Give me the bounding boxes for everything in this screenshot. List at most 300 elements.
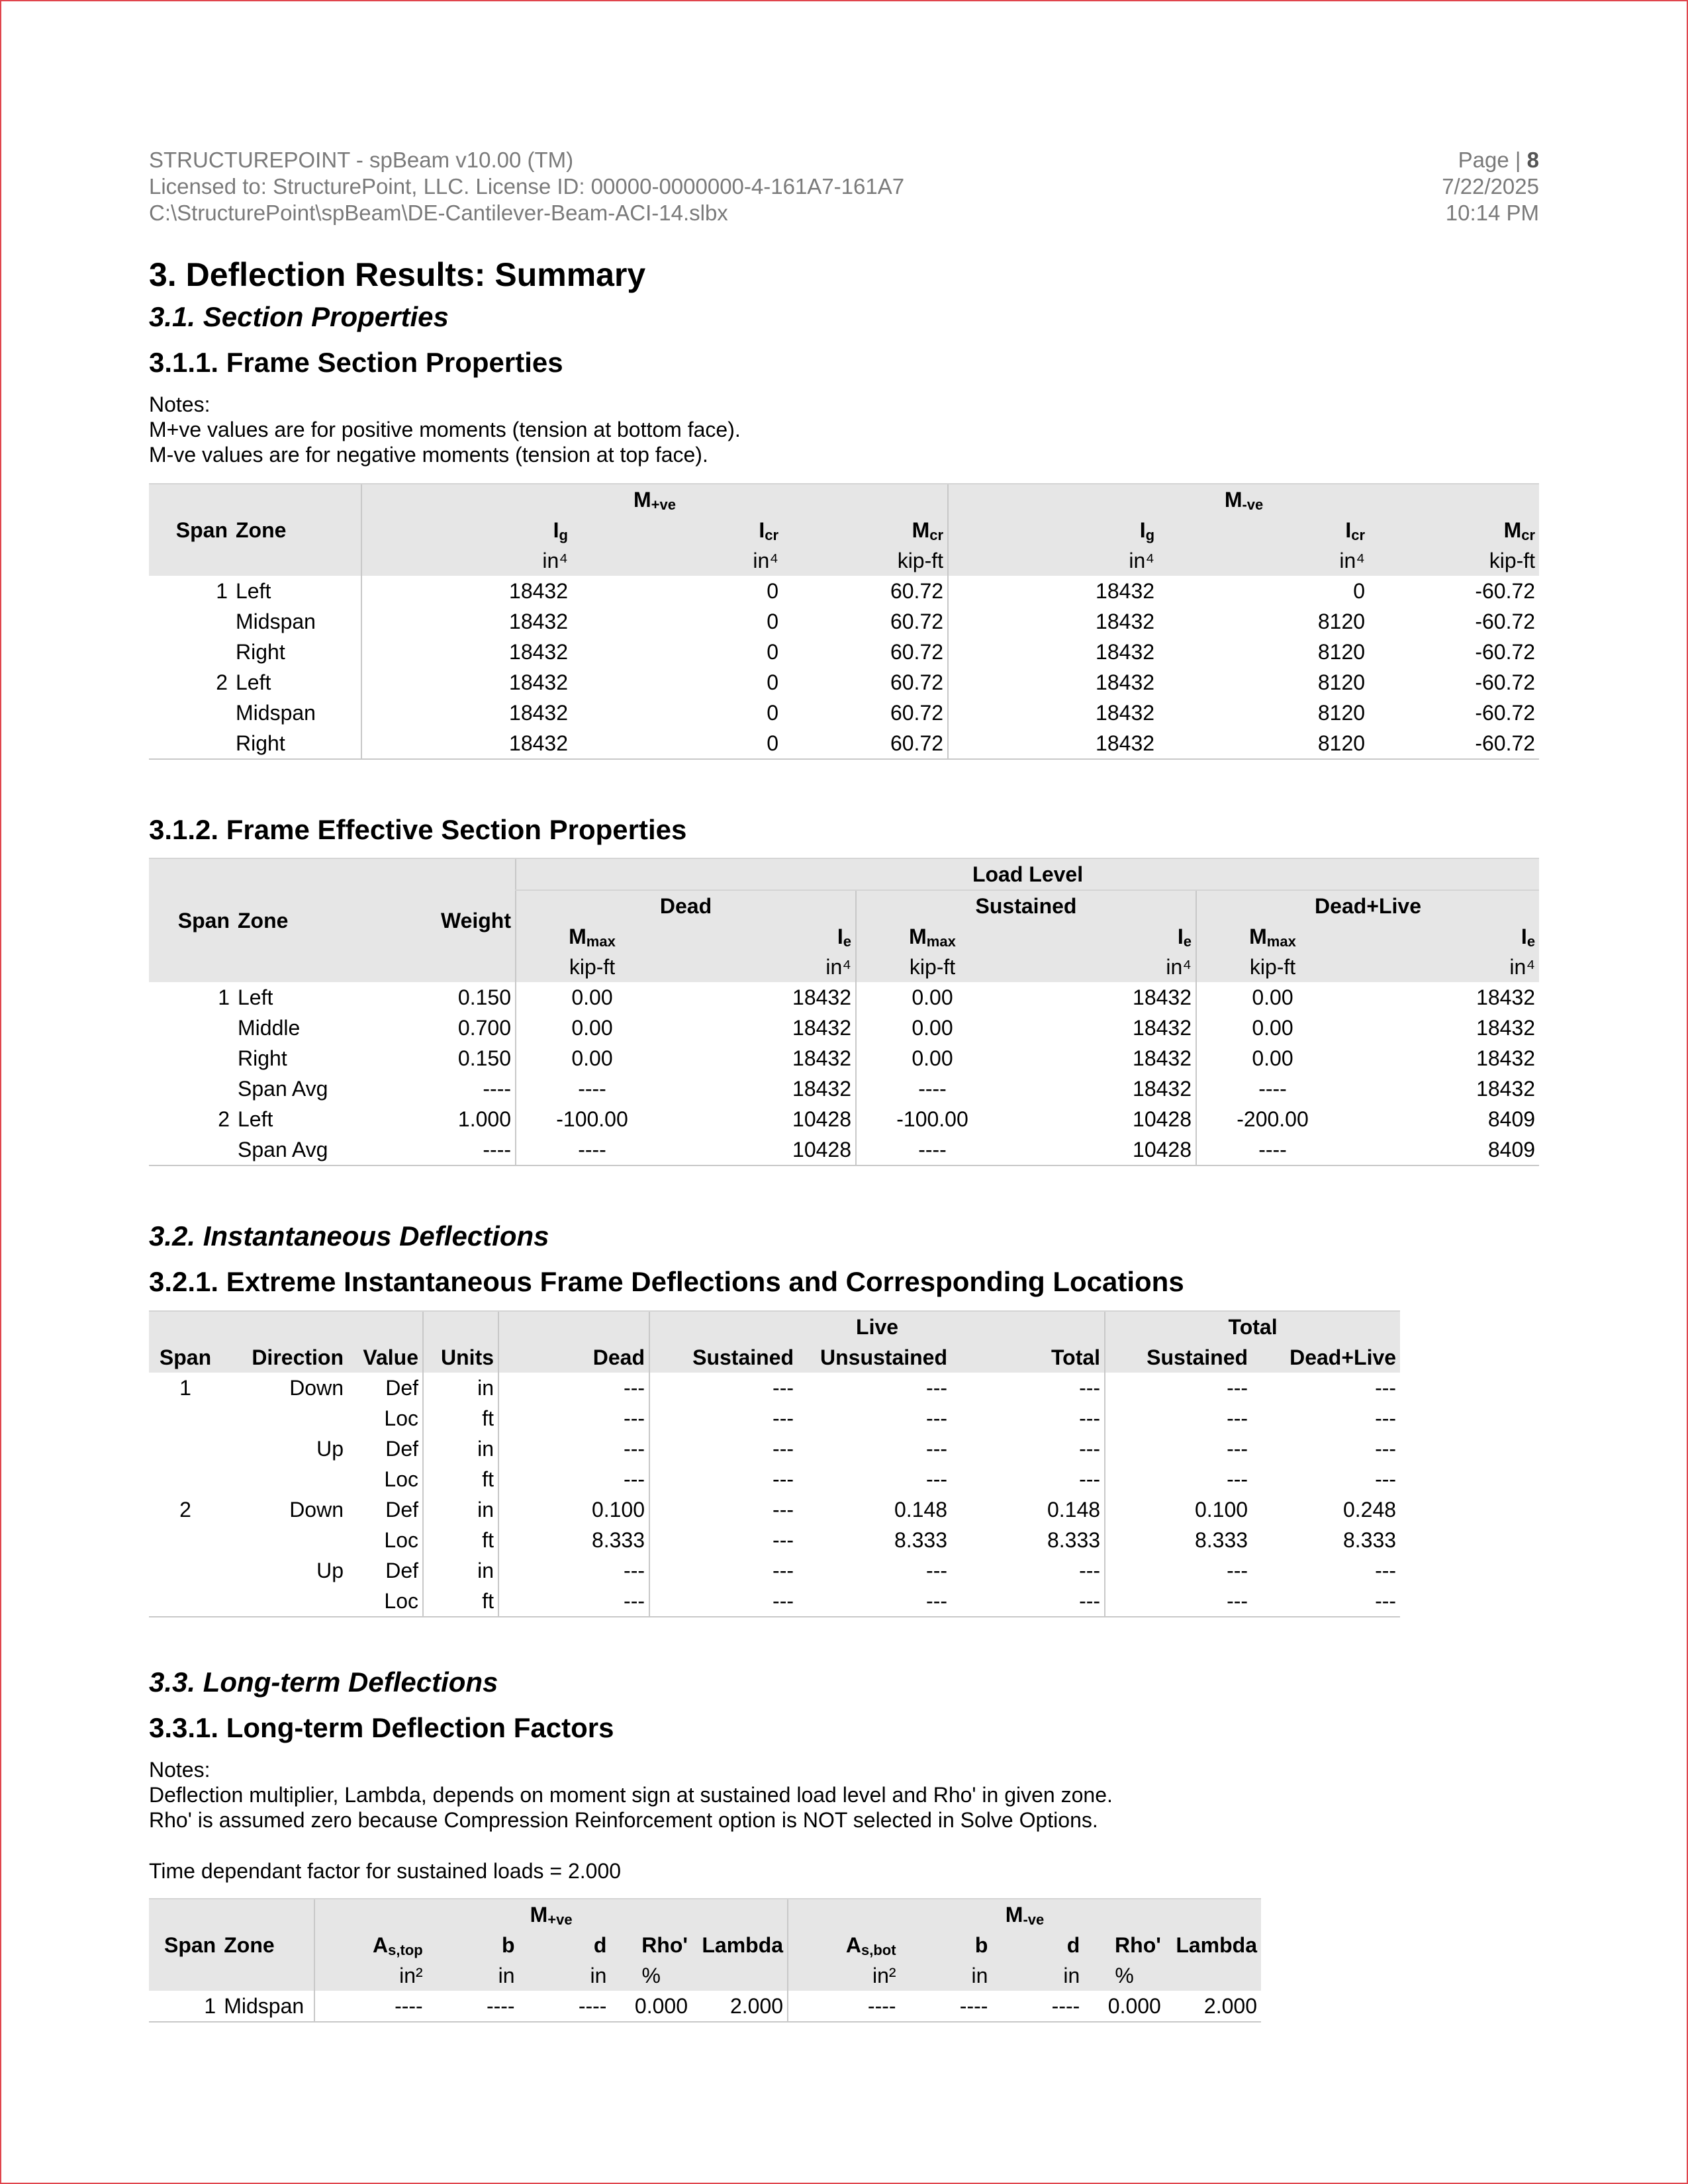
table-cell: ---	[649, 1525, 798, 1555]
table-cell: Right	[238, 1046, 287, 1070]
table-cell: 18432	[1476, 1015, 1536, 1040]
group-m-negative: $M_{-ve}$	[948, 484, 1539, 515]
table-cell: ----	[519, 1991, 611, 2022]
table-cell: 0.248	[1342, 1497, 1397, 1522]
table-cell: 60.72	[890, 578, 944, 603]
table-cell: 0	[572, 728, 782, 759]
table-cell: 18432	[948, 576, 1158, 606]
col-mmax: $M_{max}$	[856, 921, 1008, 952]
col-as-top: $A_{s,top}$	[314, 1930, 427, 1960]
table-cell: 18432	[792, 985, 851, 1009]
table-cell: 60.72	[890, 639, 944, 664]
table-cell: 0.000	[1084, 1991, 1165, 2022]
table-cell	[149, 1586, 222, 1617]
table-cell: Midspan	[236, 700, 316, 725]
table-cell: ---	[498, 1555, 649, 1586]
table-cell: ---	[649, 1373, 798, 1403]
unit: kip-ft	[782, 545, 948, 576]
unit: kip-ft	[856, 952, 1008, 982]
table-cell: Left	[236, 578, 271, 603]
table-cell: 18432	[1133, 1046, 1192, 1070]
table-row	[149, 576, 1539, 606]
table-cell: ----	[363, 1134, 516, 1165]
table-cell: 18432	[948, 606, 1158, 637]
unit: in⁴	[948, 545, 1158, 576]
table-cell: 0.00	[516, 1043, 668, 1073]
table-cell	[149, 637, 232, 667]
table-cell: ---	[926, 1467, 948, 1491]
time-dependent-factor: Time dependant factor for sustained loads = 2.000	[149, 1859, 622, 1883]
col-total-dead-live: Dead+Live	[1252, 1342, 1400, 1373]
col-ie: $I_e$	[1348, 921, 1539, 952]
table-cell: 2.000	[692, 1991, 788, 2022]
note-line: Notes:	[149, 1758, 211, 1782]
table-cell: ---	[1079, 1436, 1101, 1461]
table-cell: 2	[218, 1107, 230, 1131]
unit: in⁴	[572, 545, 782, 576]
col-zone: Zone	[232, 484, 361, 576]
table-cell: 0	[767, 609, 778, 633]
group-m-positive: $M_{+ve}$	[361, 484, 948, 515]
unit: in⁴	[1158, 545, 1369, 576]
table-cell	[222, 1525, 348, 1555]
col-icr-neg: $I_{cr}$	[1158, 515, 1369, 545]
table-cell: ----	[856, 1073, 1008, 1104]
table-cell: 18432	[361, 637, 572, 667]
section-title-3-1-2: 3.1.2. Frame Effective Section Properties	[149, 814, 687, 845]
header-spacer	[149, 1311, 423, 1342]
group-sustained: Sustained	[856, 890, 1196, 921]
table-cell: ---	[649, 1464, 798, 1494]
table-cell: ----	[516, 1134, 668, 1165]
group-live: Live	[649, 1311, 1105, 1342]
col-mcr-neg: $M_{cr}$	[1369, 515, 1539, 545]
table-cell: Left	[238, 985, 273, 1009]
table-cell: ----	[1196, 1073, 1348, 1104]
table-cell: Loc	[348, 1586, 423, 1617]
table-cell: Right	[236, 639, 285, 664]
col-value: Value	[348, 1342, 423, 1373]
table-cell: Loc	[384, 1406, 419, 1430]
table-cell: 8120	[1317, 609, 1366, 633]
table-cell: ---	[1105, 1433, 1252, 1464]
group-dead-live: Dead+Live	[1196, 890, 1539, 921]
unit: kip-ft	[1196, 952, 1348, 982]
table-row	[149, 1464, 1400, 1494]
col-rho: Rho'	[1084, 1930, 1165, 1960]
table-cell: 8120	[1317, 639, 1366, 664]
table-cell: Left	[236, 670, 271, 694]
table-cell: 1	[218, 985, 230, 1009]
table-cell: ----	[1196, 1134, 1348, 1165]
note-line: M+ve values are for positive moments (tension at bottom face).	[149, 418, 741, 441]
table-cell	[149, 1433, 222, 1464]
instantaneous-deflections-table	[149, 1310, 1400, 1617]
table-row	[149, 1104, 1539, 1134]
unit: kip-ft	[1369, 545, 1539, 576]
col-zone: Zone	[234, 858, 363, 982]
col-live-sustained: Sustained	[649, 1342, 798, 1373]
col-ie: $I_e$	[1008, 921, 1196, 952]
table-cell: -100.00	[516, 1104, 668, 1134]
table-row	[149, 698, 1539, 728]
unit: %	[1084, 1960, 1165, 1991]
table-cell: 18432	[1476, 1046, 1536, 1070]
table-cell: 8120	[1317, 700, 1366, 725]
header-right	[1442, 147, 1539, 226]
table-cell: 0.00	[1196, 1043, 1348, 1073]
table-cell: 0.00	[856, 1013, 1008, 1043]
table-cell: ---	[798, 1586, 951, 1617]
unit: %	[610, 1960, 692, 1991]
table-cell: ---	[926, 1558, 948, 1582]
header-spacer	[423, 1311, 498, 1342]
table-row	[149, 1494, 1400, 1525]
table-cell: -60.72	[1475, 670, 1536, 694]
table-cell	[149, 606, 232, 637]
table-cell: 0	[767, 670, 778, 694]
table-cell: Midspan	[220, 1991, 314, 2022]
table-cell: ---	[1105, 1586, 1252, 1617]
table-cell: Right	[232, 728, 361, 759]
table-cell: 0.148	[1047, 1497, 1101, 1522]
table-cell	[149, 1013, 234, 1043]
table-cell: Down	[289, 1497, 344, 1522]
table-cell: 0.100	[1105, 1494, 1252, 1525]
report-time: 10:14 PM	[1445, 201, 1539, 225]
table-cell: -60.72	[1369, 728, 1539, 759]
unit: in⁴	[1348, 952, 1539, 982]
col-icr-pos: $I_{cr}$	[572, 515, 782, 545]
col-live-unsustained: Unsustained	[798, 1342, 951, 1373]
long-term-deflection-factors-table	[149, 1898, 1261, 2023]
col-ig-pos: $I_g$	[361, 515, 572, 545]
table-cell: 18432	[1133, 1015, 1192, 1040]
table-cell: ----	[900, 1991, 992, 2022]
table-cell: ----	[314, 1991, 427, 2022]
table-cell: ----	[992, 1991, 1084, 2022]
unit: in⁴	[361, 545, 572, 576]
table-row	[149, 1403, 1400, 1433]
table-cell: 18432	[1476, 985, 1536, 1009]
table-cell	[149, 1525, 222, 1555]
table-cell: 0.148	[894, 1497, 948, 1522]
col-units: Units	[423, 1342, 498, 1373]
table-cell: 0	[1353, 578, 1366, 603]
col-ig-neg: $I_g$	[948, 515, 1158, 545]
table-cell: 0.00	[856, 1043, 1008, 1073]
table-cell: in	[423, 1555, 498, 1586]
table-cell: ft	[423, 1586, 498, 1617]
table-cell: in	[423, 1494, 498, 1525]
table-cell: Loc	[384, 1467, 419, 1491]
table-cell: 1	[149, 1991, 220, 2022]
col-span: Span	[149, 1899, 220, 1991]
table-cell: 18432	[948, 637, 1158, 667]
table-cell: -100.00	[856, 1104, 1008, 1134]
table-cell: ----	[516, 1073, 668, 1104]
table-cell: ----	[427, 1991, 519, 2022]
table-cell: ---	[1375, 1436, 1397, 1461]
table-cell: 1.000	[457, 1107, 511, 1131]
table-cell: ---	[926, 1436, 948, 1461]
table-row	[149, 1073, 1539, 1104]
table-cell: Loc	[384, 1527, 419, 1552]
section-title-3-3-1: 3.3.1. Long-term Deflection Factors	[149, 1712, 614, 1743]
unit: in	[427, 1960, 519, 1991]
table-cell: Up	[316, 1436, 344, 1461]
table-cell: ---	[1105, 1373, 1252, 1403]
section-title-3-3: 3.3. Long-term Deflections	[149, 1666, 498, 1698]
table-cell: 0.00	[1196, 982, 1348, 1013]
col-zone: Zone	[220, 1899, 314, 1991]
table-row	[149, 1013, 1539, 1043]
table-cell: ---	[1375, 1558, 1397, 1582]
table-row	[149, 982, 1539, 1013]
table-cell: ft	[423, 1525, 498, 1555]
table-cell: 8409	[1487, 1107, 1536, 1131]
table-cell: ---	[926, 1406, 948, 1430]
table-cell	[222, 1403, 348, 1433]
table-cell: ---	[1375, 1406, 1397, 1430]
unit: in	[519, 1960, 611, 1991]
col-b: b	[427, 1930, 519, 1960]
unit: in⁴	[1008, 952, 1196, 982]
table-cell: ----	[788, 1991, 900, 2022]
header-spacer	[498, 1311, 649, 1342]
table-cell: 8.333	[894, 1527, 948, 1552]
table-row	[149, 606, 1539, 637]
table-cell: 2	[216, 670, 228, 694]
page-indicator	[1442, 147, 1539, 173]
frame-effective-section-properties-table	[149, 858, 1539, 1166]
unit	[1165, 1960, 1261, 1991]
unit: kip-ft	[516, 952, 668, 982]
unit: in²	[314, 1960, 427, 1991]
table-cell: 18432	[792, 1015, 851, 1040]
table-row	[149, 1555, 1400, 1586]
table-cell: ----	[856, 1134, 1008, 1165]
note-line: Deflection multiplier, Lambda, depends on moment sign at sustained load level and Rho' in given zone.	[149, 1783, 1113, 1807]
table-cell: 18432	[1476, 1076, 1536, 1101]
table-row	[149, 1991, 1261, 2022]
table-cell: Down	[289, 1375, 344, 1400]
table-cell: 0.00	[1196, 1013, 1348, 1043]
table-cell: 0.000	[610, 1991, 692, 2022]
table-cell	[149, 1464, 222, 1494]
table-cell: ft	[423, 1403, 498, 1433]
notes-long-term	[149, 1757, 1113, 1833]
table-cell: ---	[1105, 1555, 1252, 1586]
table-cell	[149, 1134, 234, 1165]
table-cell	[149, 728, 232, 759]
group-m-positive: $M_{+ve}$	[314, 1899, 788, 1930]
col-rho: Rho'	[610, 1930, 692, 1960]
table-cell: 10428	[792, 1107, 851, 1131]
table-cell	[149, 1073, 234, 1104]
col-lambda: Lambda	[1165, 1930, 1261, 1960]
table-cell: 0	[767, 578, 778, 603]
table-cell: ---	[951, 1586, 1105, 1617]
table-cell: 0.00	[856, 982, 1008, 1013]
table-cell	[149, 698, 232, 728]
unit: in	[900, 1960, 992, 1991]
table-cell: in	[423, 1433, 498, 1464]
table-cell: ---	[1375, 1467, 1397, 1491]
header-left	[149, 147, 904, 226]
group-load-level: Load Level	[516, 858, 1539, 890]
table-row	[149, 1373, 1400, 1403]
table-cell: Midspan	[236, 609, 316, 633]
table-cell: ---	[498, 1433, 649, 1464]
col-dead: Dead	[498, 1342, 649, 1373]
license-info: Licensed to: StructurePoint, LLC. License ID: 00000-0000000-4-161A7-161A7	[149, 174, 905, 199]
table-cell: 8.333	[1342, 1527, 1397, 1552]
table-cell: ---	[649, 1403, 798, 1433]
col-ie: $I_e$	[668, 921, 856, 952]
table-row	[149, 637, 1539, 667]
col-span: Span	[149, 484, 232, 576]
table-cell: Def	[385, 1558, 419, 1582]
col-mmax: $M_{max}$	[1196, 921, 1348, 952]
table-cell	[149, 1555, 222, 1586]
table-cell: Span Avg	[238, 1076, 328, 1101]
table-cell: in	[423, 1373, 498, 1403]
table-cell: ---	[498, 1403, 649, 1433]
table-cell: -60.72	[1475, 700, 1536, 725]
table-cell: 0.150	[457, 1046, 511, 1070]
table-cell: ---	[649, 1586, 798, 1617]
col-span: Span	[149, 1342, 222, 1373]
table-cell: 18432	[1133, 1076, 1192, 1101]
col-direction: Direction	[222, 1342, 348, 1373]
group-dead: Dead	[516, 890, 856, 921]
table-cell: Up	[316, 1558, 344, 1582]
table-cell: ---	[1079, 1467, 1101, 1491]
table-cell: -60.72	[1475, 578, 1536, 603]
note-line: Rho' is assumed zero because Compression Reinforcement option is NOT selected in Solve Options.	[149, 1808, 1098, 1832]
col-as-bot: $A_{s,bot}$	[788, 1930, 900, 1960]
table-cell: ---	[1079, 1406, 1101, 1430]
table-cell: ft	[423, 1464, 498, 1494]
table-cell: 1	[216, 578, 228, 603]
table-cell: 8120	[1317, 670, 1366, 694]
table-cell: Def	[385, 1436, 419, 1461]
table-cell: Left	[238, 1107, 273, 1131]
table-cell: 0	[767, 639, 778, 664]
table-cell: 8.333	[1105, 1525, 1252, 1555]
table-cell: 18432	[361, 606, 572, 637]
table-cell: -60.72	[1475, 639, 1536, 664]
table-cell	[149, 1043, 234, 1073]
table-cell: ---	[1079, 1375, 1101, 1400]
table-cell: 2.000	[1165, 1991, 1261, 2022]
note-line: Notes:	[149, 392, 211, 416]
unit	[692, 1960, 788, 1991]
notes-section-properties	[149, 392, 741, 467]
table-cell: 10428	[1133, 1107, 1192, 1131]
table-cell	[149, 1403, 222, 1433]
unit: in⁴	[668, 952, 856, 982]
table-cell: -60.72	[1475, 609, 1536, 633]
group-total: Total	[1105, 1311, 1400, 1342]
table-cell: Span Avg	[234, 1134, 363, 1165]
table-cell: 10428	[1008, 1134, 1196, 1165]
group-m-negative: $M_{-ve}$	[788, 1899, 1261, 1930]
table-cell: 8120	[1158, 728, 1369, 759]
table-cell: ---	[649, 1555, 798, 1586]
table-cell: 10428	[668, 1134, 856, 1165]
file-path: C:\StructurePoint\spBeam\DE-Cantilever-Beam-ACI-14.slbx	[149, 201, 728, 225]
report-date: 7/22/2025	[1442, 174, 1539, 199]
table-cell: 18432	[361, 698, 572, 728]
table-cell: ---	[1252, 1586, 1400, 1617]
table-cell: ---	[1079, 1558, 1101, 1582]
table-cell: ---	[1105, 1464, 1252, 1494]
table-row	[149, 1433, 1400, 1464]
table-cell: 18432	[948, 667, 1158, 698]
table-row	[149, 1134, 1539, 1165]
table-cell: ---	[498, 1464, 649, 1494]
table-cell: 60.72	[890, 670, 944, 694]
section-title-3-2: 3.2. Instantaneous Deflections	[149, 1220, 549, 1251]
table-cell: 0	[767, 700, 778, 725]
table-row	[149, 1586, 1400, 1617]
col-b: b	[900, 1930, 992, 1960]
table-cell: 8409	[1348, 1134, 1539, 1165]
col-d: d	[992, 1930, 1084, 1960]
col-mcr-pos: $M_{cr}$	[782, 515, 948, 545]
unit: in²	[788, 1960, 900, 1991]
table-row	[149, 728, 1539, 759]
table-cell: 8.333	[1047, 1527, 1101, 1552]
table-row	[149, 1525, 1400, 1555]
page-number: 8	[1526, 148, 1539, 172]
table-cell: ---	[1375, 1375, 1397, 1400]
table-cell: Def	[385, 1497, 419, 1522]
table-cell: 18432	[948, 698, 1158, 728]
table-cell: 1	[179, 1375, 191, 1400]
table-cell: 2	[179, 1497, 191, 1522]
table-cell: 60.72	[890, 609, 944, 633]
table-cell: 18432	[1133, 985, 1192, 1009]
table-cell: 0.150	[457, 985, 511, 1009]
table-cell: 18432	[948, 728, 1158, 759]
section-title-3-1-1: 3.1.1. Frame Section Properties	[149, 347, 563, 378]
table-cell: 0.00	[516, 982, 668, 1013]
col-d: d	[519, 1930, 611, 1960]
section-title-3-1: 3.1. Section Properties	[149, 301, 449, 332]
table-cell: 0.700	[457, 1015, 511, 1040]
table-cell: ---	[649, 1494, 798, 1525]
table-cell: Middle	[238, 1015, 301, 1040]
col-total-sustained: Sustained	[1105, 1342, 1252, 1373]
table-cell: ---	[1105, 1403, 1252, 1433]
table-cell: Def	[385, 1375, 419, 1400]
table-row	[149, 667, 1539, 698]
section-title-3-2-1: 3.2.1. Extreme Instantaneous Frame Deflections and Corresponding Locations	[149, 1266, 1184, 1297]
col-span: Span	[149, 858, 234, 982]
col-lambda: Lambda	[692, 1930, 788, 1960]
table-cell: 18432	[361, 667, 572, 698]
note-line: M-ve values are for negative moments (tension at top face).	[149, 443, 708, 467]
page-label: Page |	[1458, 148, 1527, 172]
product-name: STRUCTUREPOINT - spBeam v10.00 (TM)	[149, 148, 574, 172]
table-cell	[222, 1586, 348, 1617]
col-live-total: Total	[951, 1342, 1105, 1373]
table-cell: 60.72	[890, 700, 944, 725]
frame-section-properties-table	[149, 483, 1539, 760]
